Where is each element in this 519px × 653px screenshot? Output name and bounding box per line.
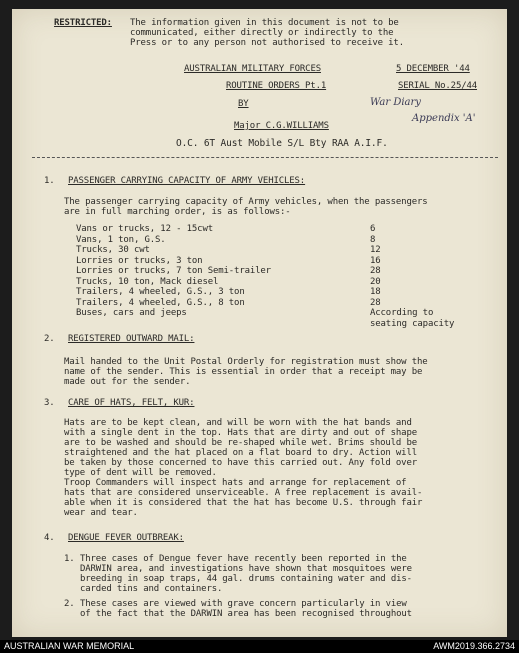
vehicle-capacity: 28 [370, 297, 381, 308]
table-row [76, 235, 496, 246]
vehicle-name: Trailers, 4 wheeled, G.S., 3 ton [76, 287, 245, 297]
section-1-intro-1: The passenger carrying capacity of Army vehicles, when the passengers [64, 197, 428, 207]
section-4-item-1-line-2: DARWIN area, and investigations have shown that mosquitoes were [80, 564, 412, 574]
archive-reference: AWM2019.366.2734 [433, 641, 515, 651]
unit-name: O.C. 6T Aust Mobile S/L Bty RAA A.I.F. [176, 138, 388, 149]
vehicle-capacity: 6 [370, 224, 376, 234]
vehicle-name: Vans or trucks, 12 - 15cwt [76, 224, 213, 234]
vehicle-capacity: 28 [370, 266, 381, 276]
section-4-number: 4. [44, 533, 55, 543]
restricted-line-3: Press or to any person not authorised to receive it. [130, 38, 404, 48]
section-3-title: CARE OF HATS, FELT, KUR: [68, 398, 195, 408]
section-2-title: REGISTERED OUTWARD MAIL: [68, 334, 195, 344]
section-4-item-2-line-1: These cases are viewed with grave concern particularly in view [80, 599, 407, 609]
section-3-number: 3. [44, 398, 55, 408]
restricted-line-1: The information given in this document is not to be [130, 18, 399, 28]
vehicle-name: Lorries or trucks, 3 ton [76, 255, 203, 266]
table-row [76, 287, 496, 298]
table-row [76, 319, 496, 330]
capacity-note: seating capacity [370, 318, 455, 329]
table-row [76, 266, 496, 277]
vehicle-capacity: 8 [370, 234, 376, 245]
vehicle-capacity: 12 [370, 245, 381, 255]
section-1-title: PASSENGER CARRYING CAPACITY OF ARMY VEHICLES: [68, 176, 306, 186]
section-4-item-2-number: 2. [64, 599, 75, 609]
table-row [76, 256, 496, 267]
vehicle-capacity: According to [370, 308, 434, 318]
section-3-line-3: are to be washed and should be re-shaped while wet. Brims should be [64, 438, 417, 448]
order-date: 5 DECEMBER '44 [396, 64, 470, 74]
document-page [12, 9, 507, 637]
restricted-line-2: communicated, either directly or indirectly to the [130, 28, 394, 38]
section-4-item-1-number: 1. [64, 554, 75, 564]
vehicle-name: Vans, 1 ton, G.S. [76, 234, 166, 245]
officer-name: Major C.G.WILLIAMS [234, 121, 329, 131]
vehicle-name: Trucks, 10 ton, Mack diesel [76, 276, 219, 287]
section-3-line-8: hats that are considered unserviceable. A free replacement is avail- [64, 488, 423, 498]
section-3-line-6: type of dent will be removed. [64, 468, 217, 478]
section-2-line-2: name of the sender. This is essential in order that a receipt may be [64, 367, 423, 377]
vehicle-name: Trucks, 30 cwt [76, 245, 150, 255]
vehicle-name: Lorries or trucks, 7 ton Semi-trailer [76, 266, 271, 276]
section-3-line-4: straightened and the hat placed on a flat board to dry. Action will [64, 448, 417, 458]
table-row [76, 245, 496, 256]
vehicle-capacity: 18 [370, 287, 381, 297]
vehicle-name: Trailers, 4 wheeled, G.S., 8 ton [76, 297, 245, 308]
archive-name: AUSTRALIAN WAR MEMORIAL [4, 641, 135, 651]
handwritten-note-line-1: War Diary [370, 97, 421, 108]
by-label: BY [238, 99, 249, 109]
force-heading: AUSTRALIAN MILITARY FORCES [184, 64, 321, 74]
section-4-item-1-line-3: breeding in soap traps, 44 gal. drums containing water and dis- [80, 574, 412, 584]
section-2-line-3: made out for the sender. [64, 377, 191, 387]
section-3-line-1: Hats are to be kept clean, and will be worn with the hat bands and [64, 418, 412, 428]
restricted-label: RESTRICTED: [54, 18, 112, 28]
vehicle-name: Buses, cars and jeeps [76, 308, 187, 318]
serial-number: SERIAL No.25/44 [398, 81, 478, 91]
section-3-line-10: wear and tear. [64, 508, 138, 518]
section-1-intro-2: are in full marching order, is as follows:- [64, 207, 291, 217]
section-2-number: 2. [44, 334, 55, 344]
table-row [76, 308, 496, 319]
section-4-item-2-line-2: of the fact that the DARWIN area has been recognised throughout [80, 609, 412, 619]
header-divider [32, 157, 498, 158]
table-row [76, 277, 496, 288]
section-4-title: DENGUE FEVER OUTBREAK: [68, 533, 184, 543]
handwritten-note-line-2: Appendix 'A' [412, 113, 476, 124]
section-1-number: 1. [44, 176, 55, 186]
section-4-item-1-line-4: carded tins and containers. [80, 584, 223, 594]
vehicle-capacity: 20 [370, 276, 381, 287]
vehicle-capacity: 16 [370, 255, 381, 266]
section-3-line-9: able when it is considered that the hat has become U.S. through fair [64, 498, 423, 508]
section-3-line-5: be taken by those concerned to have this carried out. Any fold over [64, 458, 417, 468]
archive-footer [0, 640, 519, 653]
table-row [76, 224, 496, 235]
orders-title: ROUTINE ORDERS Pt.1 [226, 81, 327, 91]
table-row [76, 298, 496, 309]
vehicle-capacity-table [76, 224, 496, 329]
section-3-line-2: with a single dent in the top. Hats that are dirty and out of shape [64, 428, 417, 438]
section-2-line-1: Mail handed to the Unit Postal Orderly for registration must show the [64, 357, 428, 367]
section-3-line-7: Troop Commanders will inspect hats and arrange for replacement of [64, 478, 407, 488]
section-4-item-1-line-1: Three cases of Dengue fever have recently been reported in the [80, 554, 407, 564]
